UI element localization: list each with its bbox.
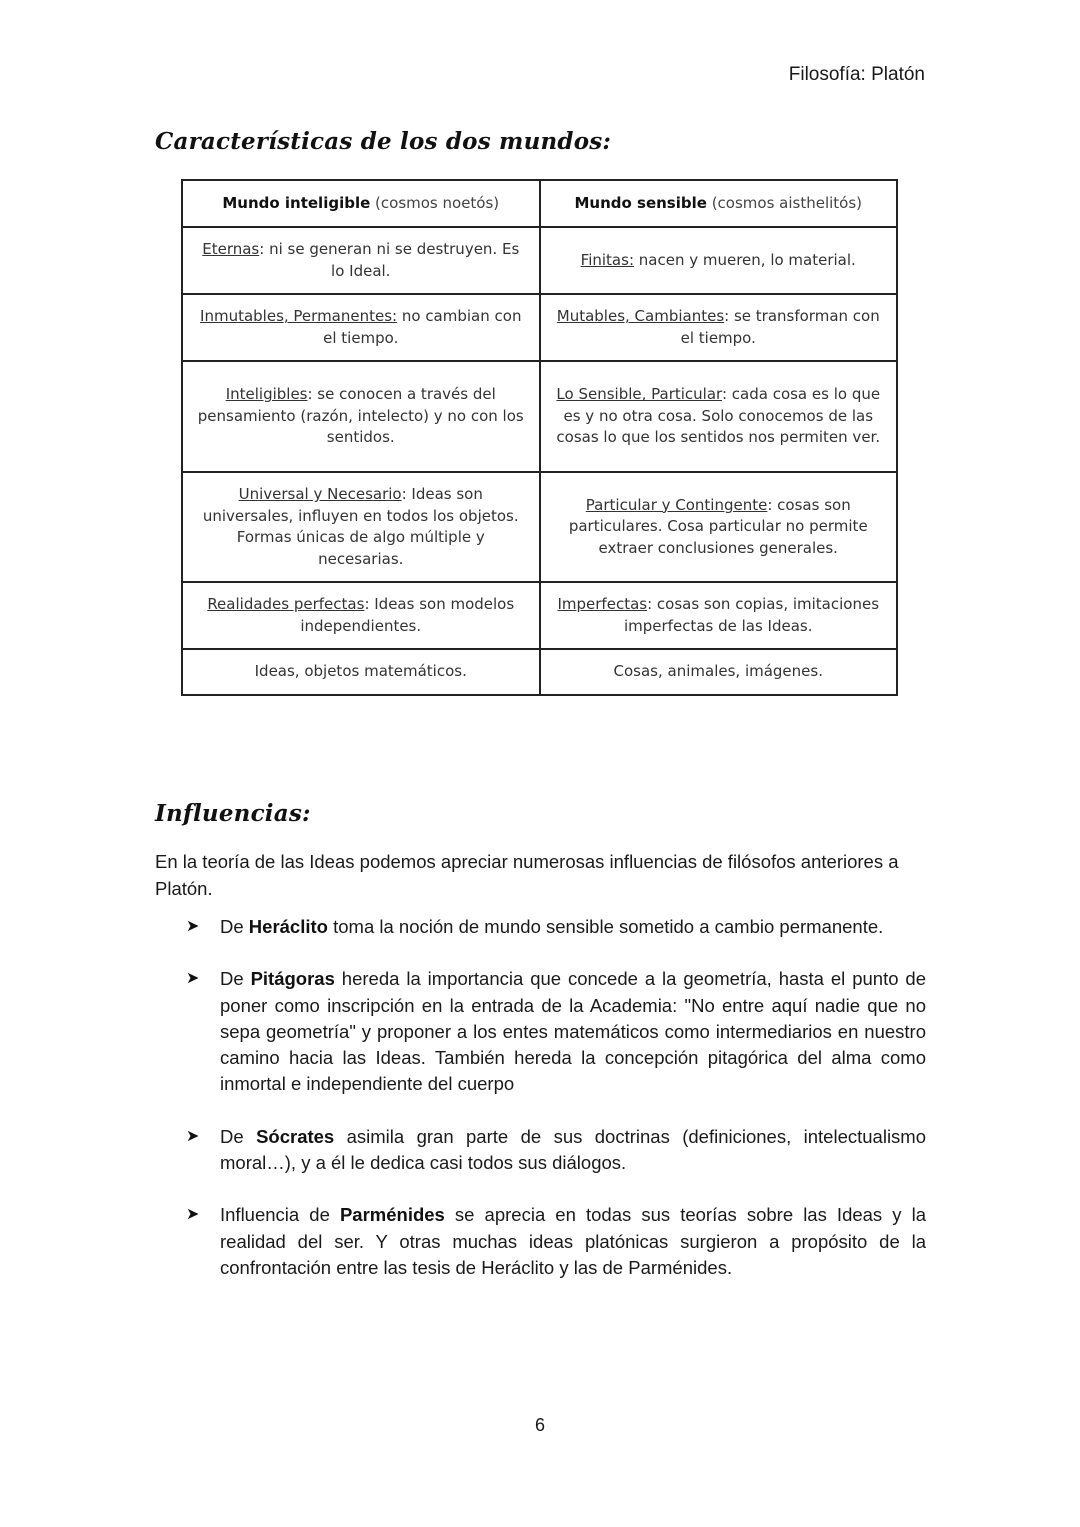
cell-text: : cosas son particulares. Cosa particular no permite extraer conclusiones generales. — [568, 495, 868, 557]
cell-term: Lo Sensible, Particular — [556, 385, 722, 404]
header-cell-intelligible — [182, 180, 540, 227]
table-cell — [540, 227, 898, 294]
table-row — [182, 361, 897, 472]
influences-list — [186, 914, 926, 1307]
list-item-socrates — [186, 1124, 926, 1177]
item-prefix: Influencia de — [220, 1204, 340, 1226]
philosopher-name: Heráclito — [248, 916, 328, 937]
table-row — [182, 649, 897, 695]
table-row — [182, 294, 897, 361]
arrowhead-bullet-icon: ➤ — [186, 918, 200, 935]
list-item-pythagoras — [186, 966, 926, 1097]
item-text: toma la noción de mundo sensible sometido a cambio permanente. — [327, 916, 884, 937]
table-row — [182, 227, 897, 294]
table-row — [182, 582, 897, 649]
philosopher-name: Parménides — [339, 1204, 445, 1226]
influences-intro: En la teoría de las Ideas podemos apreciar numerosas influencias de filósofos anteriores a Platón. — [155, 851, 899, 899]
section-title-influences: Influencias: — [155, 800, 311, 827]
cell-text: no cambian con el tiempo. — [323, 307, 522, 347]
cell-text: : Ideas son modelos independientes. — [300, 595, 515, 635]
table-cell — [540, 294, 898, 361]
cell-text: : Ideas son universales, influyen en todos los objetos. Formas únicas de algo múltiple y necesarias. — [202, 485, 519, 568]
item-prefix: De — [220, 916, 249, 937]
table-header-row — [182, 180, 897, 227]
page-header: Filosofía: Platón — [788, 64, 925, 85]
page-number: 6 — [534, 1415, 545, 1435]
item-text: asimila gran parte de sus doctrinas (definiciones, intelectualismo moral…), y a él le dedica casi todos sus diálogos. — [220, 1125, 926, 1174]
cell-term: Inteligibles — [225, 385, 308, 404]
header-light: (cosmos noetós) — [370, 193, 500, 212]
cell-text: : cada cosa es lo que es y no otra cosa. Solo conocemos de las cosas lo que los sentidos nos permiten ver. — [556, 385, 881, 447]
worlds-comparison-table — [181, 179, 898, 696]
arrowhead-bullet-icon: ➤ — [186, 970, 200, 988]
table-cell — [182, 582, 540, 649]
philosopher-name: Sócrates — [256, 1125, 335, 1147]
list-item-parmenides — [186, 1202, 926, 1281]
arrowhead-bullet-icon: ➤ — [186, 1127, 200, 1145]
cell-term: Particular y Contingente — [585, 495, 768, 514]
header-light: (cosmos aisthelitós) — [706, 193, 863, 212]
arrowhead-bullet-icon: ➤ — [186, 1206, 200, 1224]
item-prefix: De — [220, 968, 251, 990]
cell-term: Finitas: — [580, 250, 634, 269]
table-cell — [540, 361, 898, 472]
cell-text: : se conocen a través del pensamiento (razón, intelecto) y no con los sentidos. — [197, 385, 524, 447]
cell-text: : se transforman con el tiempo. — [680, 307, 880, 347]
cell-text: Cosas, animales, imágenes. — [613, 662, 823, 681]
cell-term: Eternas — [202, 240, 260, 258]
table-cell — [182, 361, 540, 472]
table-cell — [182, 649, 540, 695]
cell-term: Universal y Necesario — [238, 485, 402, 503]
item-prefix: De — [220, 1125, 257, 1147]
list-item-heraclitus — [186, 914, 926, 940]
cell-term: Realidades perfectas — [207, 595, 365, 613]
cell-text: Ideas, objetos matemáticos. — [254, 662, 467, 681]
cell-term: Mutables, Cambiantes — [556, 307, 725, 325]
table-cell — [182, 472, 540, 582]
item-text: se aprecia en todas sus teorías sobre las Ideas y la realidad del ser. Y otras muchas ideas platónicas surgieron a propósito de la confrontación entre las tesis de Heráclito y las de Parménides. — [220, 1204, 927, 1278]
section-title-worlds: Características de los dos mundos: — [155, 128, 612, 155]
cell-term: Inmutables, Permanentes: — [200, 307, 398, 325]
header-bold: Mundo inteligible — [222, 193, 371, 212]
cell-text: nacen y mueren, lo material. — [634, 250, 856, 269]
table-row — [182, 472, 897, 582]
philosopher-name: Pitágoras — [250, 968, 335, 990]
cell-text: : cosas son copias, imitaciones imperfectas de las Ideas. — [623, 595, 880, 635]
cell-text: : ni se generan ni se destruyen. Es lo Ideal. — [259, 240, 520, 280]
header-cell-sensible — [540, 180, 898, 227]
table-cell — [540, 472, 898, 582]
table-cell — [182, 294, 540, 361]
table-cell — [182, 227, 540, 294]
header-bold: Mundo sensible — [574, 193, 707, 212]
cell-term: Imperfectas — [557, 595, 648, 613]
table-cell — [540, 582, 898, 649]
table-cell — [540, 649, 898, 695]
item-text: hereda la importancia que concede a la geometría, hasta el punto de poner como inscripción en la entrada de la Academia: "No entre aquí nadie que no sepa geometría" y proponer a los entes matemáticos como intermediarios en nuestro camino hacia las Ideas. También hereda la concepción pitagórica del alma como inmortal e independiente del cuerpo — [220, 968, 926, 1095]
